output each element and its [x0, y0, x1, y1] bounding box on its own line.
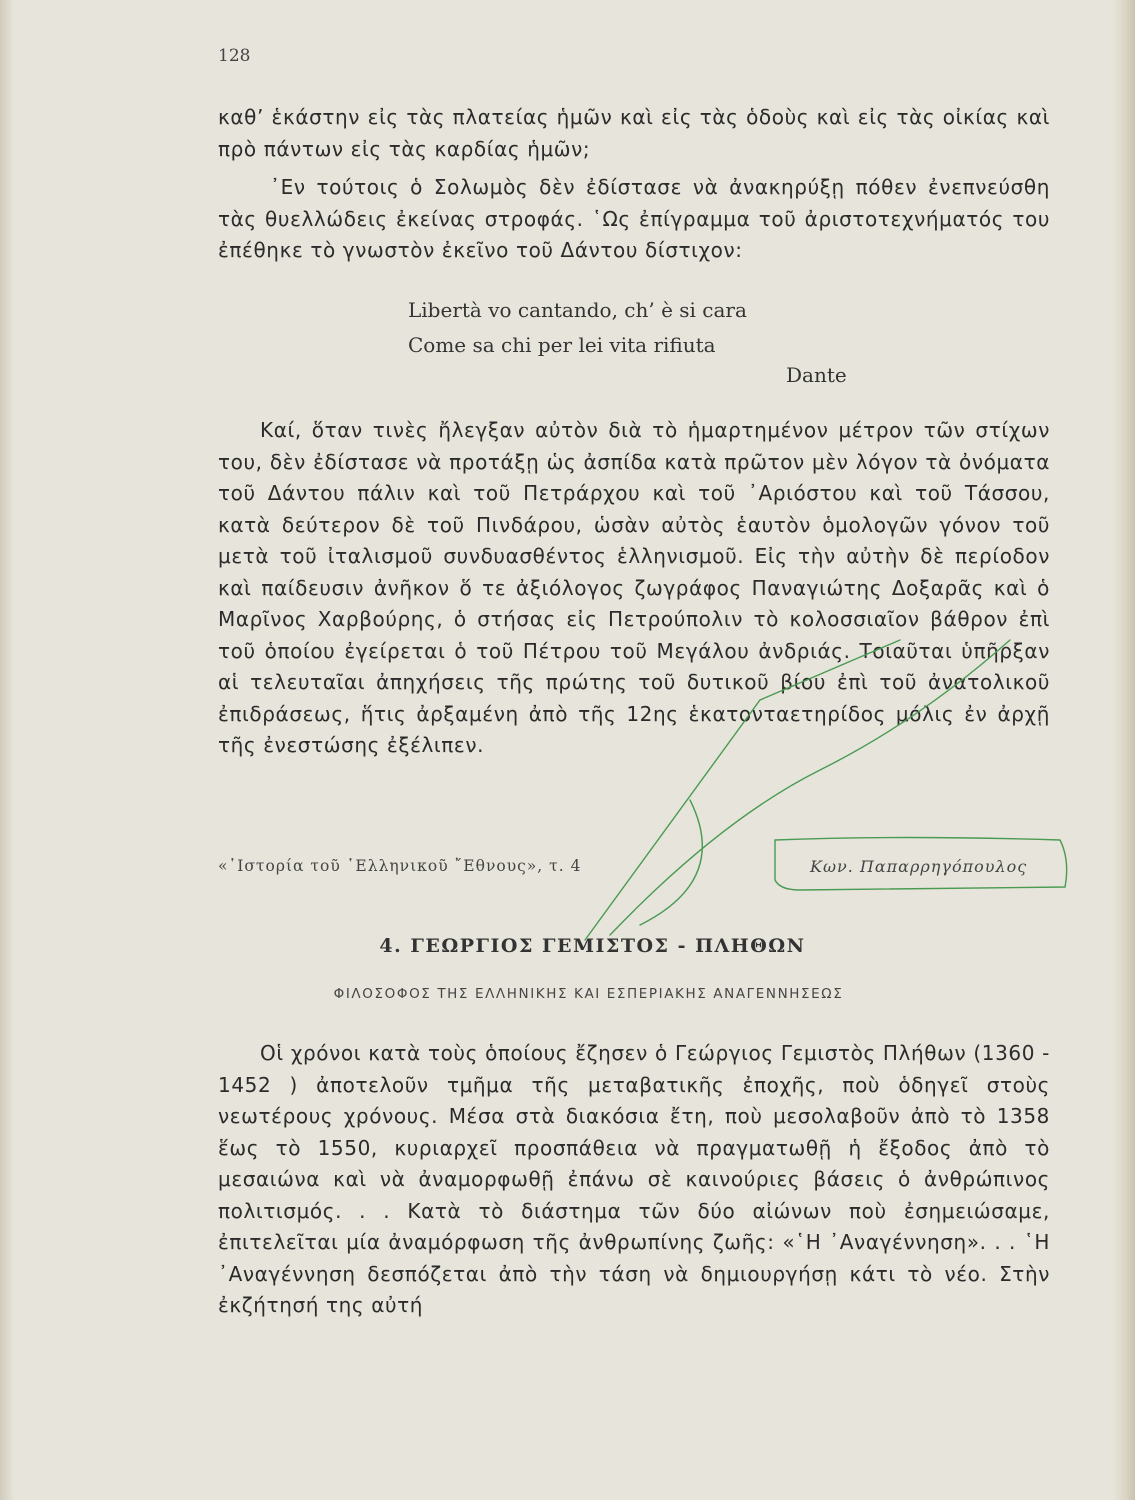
- poem-line-2: Come sa chi per lei vita rifiuta: [408, 333, 716, 357]
- pen-stroke-3: [640, 800, 702, 925]
- page-number: 128: [218, 46, 251, 66]
- paragraph-2: ᾽Εν τούτοις ὁ Σολωμὸς δὲν ἐδίστασε νὰ ἀνακηρύξῃ πόθεν ἐνεπνεύσθη τὰς θυελλώδεις ἐκείνας στροφάς. ῾Ως ἐπίγραμμα τοῦ ἀριστοτεχνήματός του ἐπέθηκε τὸ γνωστὸν ἐκεῖνο τοῦ Δάντου δίστιχον:: [218, 175, 1050, 262]
- pen-strokes: [585, 640, 1067, 940]
- signature-box: [775, 838, 1067, 891]
- poem-author: Dante: [786, 363, 847, 387]
- poem-line-1: Libertà vo cantando, ch’ è si cara: [408, 298, 747, 322]
- source-note: «῾Ιστορία τοῦ ῾Ελληνικοῦ ῎Εθνους», τ. 4: [218, 857, 582, 875]
- section-heading: 4. ΓΕΩΡΓΙΟΣ ΓΕΜΙΣΤΟΣ - ΠΛΗΘΩΝ: [379, 935, 806, 957]
- pen-stroke-1: [585, 640, 900, 940]
- paragraph-3: Καί, ὅταν τινὲς ἤλεγξαν αὐτὸν διὰ τὸ ἡμαρτημένον μέτρον τῶν στίχων του, δὲν ἐδίστασε νὰ προτάξῃ ὡς ἀσπίδα κατὰ πρῶτον μὲν λόγον τὰ ὀνόματα τοῦ Δάντου πάλιν καὶ τοῦ Πετράρχου καὶ τοῦ ᾽Αριόστου καὶ τοῦ Τάσσου, κατὰ δεύτερον δὲ τοῦ Πινδάρου, ὡσὰν αὐτὸς ἑαυτὸν ὁμολογῶν γόνον τοῦ μετὰ τοῦ ἰταλισμοῦ συνδυασθέντος ἑλληνισμοῦ. Εἰς τὴν αὐτὴν δὲ περίοδον καὶ παίδευσιν ἀνῆκον ὅ τε ἀξιόλογος ζωγράφος Παναγιώτης Δοξαρᾶς καὶ ὁ Μαρῖνος Χαρβούρης, ὁ στήσας εἰς Πετρούπολιν τὸ κολοσσιαῖον βάθρον ἐπὶ τοῦ ὁποίου ἐγείρεται ὁ τοῦ Πέτρου τοῦ Μεγάλου ἀνδριάς. Τοιαῦται ὑπῆρξαν αἱ τελευταῖαι ἀπηχήσεις τῆς πρώτης τοῦ δυτικοῦ βίου ἐπὶ τοῦ ἀνατολικοῦ ἐπιδράσεως, ἥτις ἀρξαμένη ἀπὸ τῆς 12ης ἑκατονταετηρίδος μόλις ἐν ἀρχῇ τῆς ἐνεστώσης ἐξέλιπεν.: [218, 418, 1050, 757]
- author-signature: Κων. Παπαρρηγόπουλος: [810, 857, 1028, 876]
- paragraph-4: Οἱ χρόνοι κατὰ τοὺς ὁποίους ἔζησεν ὁ Γεώργιος Γεμιστὸς Πλήθων (1360 - 1452 ) ἀποτελοῦν τμῆμα τῆς μεταβατικῆς ἐποχῆς, ποὺ ὁδηγεῖ στοὺς νεωτέρους χρόνους. Μέσα στὰ διακόσια ἔτη, ποὺ μεσολαβοῦν ἀπὸ τὸ 1358 ἕως τὸ 1550, κυριαρχεῖ προσπάθεια νὰ πραγματωθῇ ἡ ἔξοδος ἀπὸ τὸ μεσαιώνα καὶ νὰ ἀναμορφωθῇ ἐπάνω σὲ καινούριες βάσεις ὁ ἀνθρώπινος πολιτισμός. . . Κατὰ τὸ διάστημα τῶν δύο αἰώνων ποὺ ἐσημειώσαμε, ἐπιτελεῖται μία ἀναμόρφωση τῆς ἀνθρωπίνης ζωῆς: «῾Η ᾽Αναγέννηση». . . ῾Η ᾽Αναγέννηση δεσπόζεται ἀπὸ τὴν τάση νὰ δημιουργήσῃ κάτι τὸ νέο. Στὴν ἐκζήτησή της αὐτή: [218, 1041, 1050, 1317]
- section-subtitle: ΦΙΛΟΣΟΦΟΣ ΤΗΣ ΕΛΛΗΝΙΚΗΣ ΚΑΙ ΕΣΠΕΡΙΑΚΗΣ ΑΝΑΓΕΝΝΗΣΕΩΣ: [333, 986, 844, 1002]
- pen-stroke-2: [610, 640, 1010, 935]
- paragraph-1: καθ’ ἑκάστην εἰς τὰς πλατείας ἡμῶν καὶ εἰς τὰς ὁδοὺς καὶ εἰς τὰς οἰκίας καὶ πρὸ πάντων εἰς τὰς καρδίας ἡμῶν;: [218, 105, 1050, 161]
